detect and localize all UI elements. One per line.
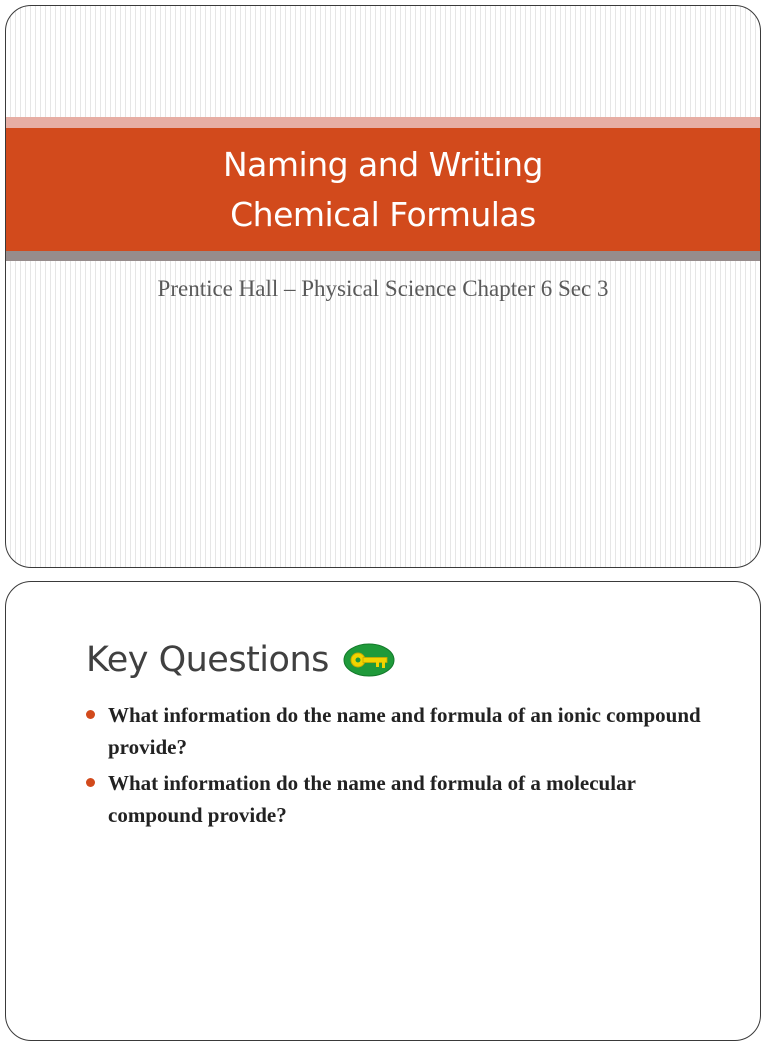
title-band-top bbox=[6, 117, 760, 128]
title-band-bottom bbox=[6, 251, 760, 261]
key-icon bbox=[343, 643, 395, 677]
title-slide bbox=[5, 5, 761, 568]
bullet-dot-icon bbox=[86, 778, 95, 787]
key-questions-slide bbox=[5, 581, 761, 1041]
question-text: What information do the name and formula of a molecular compound provide? bbox=[108, 771, 636, 827]
slide-title-line-2: Chemical Formulas bbox=[230, 194, 536, 234]
heading-row bbox=[86, 640, 395, 680]
slide-subtitle: Prentice Hall – Physical Science Chapter 6 Sec 3 bbox=[157, 276, 609, 301]
question-text: What information do the name and formula of an ionic compound provide? bbox=[108, 703, 701, 759]
title-band bbox=[6, 128, 760, 251]
list-item bbox=[86, 767, 726, 831]
list-item bbox=[86, 699, 726, 763]
bullet-dot-icon bbox=[86, 710, 95, 719]
slide-title-line-1: Naming and Writing bbox=[222, 144, 543, 184]
slide-heading: Key Questions bbox=[86, 640, 329, 680]
question-list bbox=[86, 699, 726, 835]
